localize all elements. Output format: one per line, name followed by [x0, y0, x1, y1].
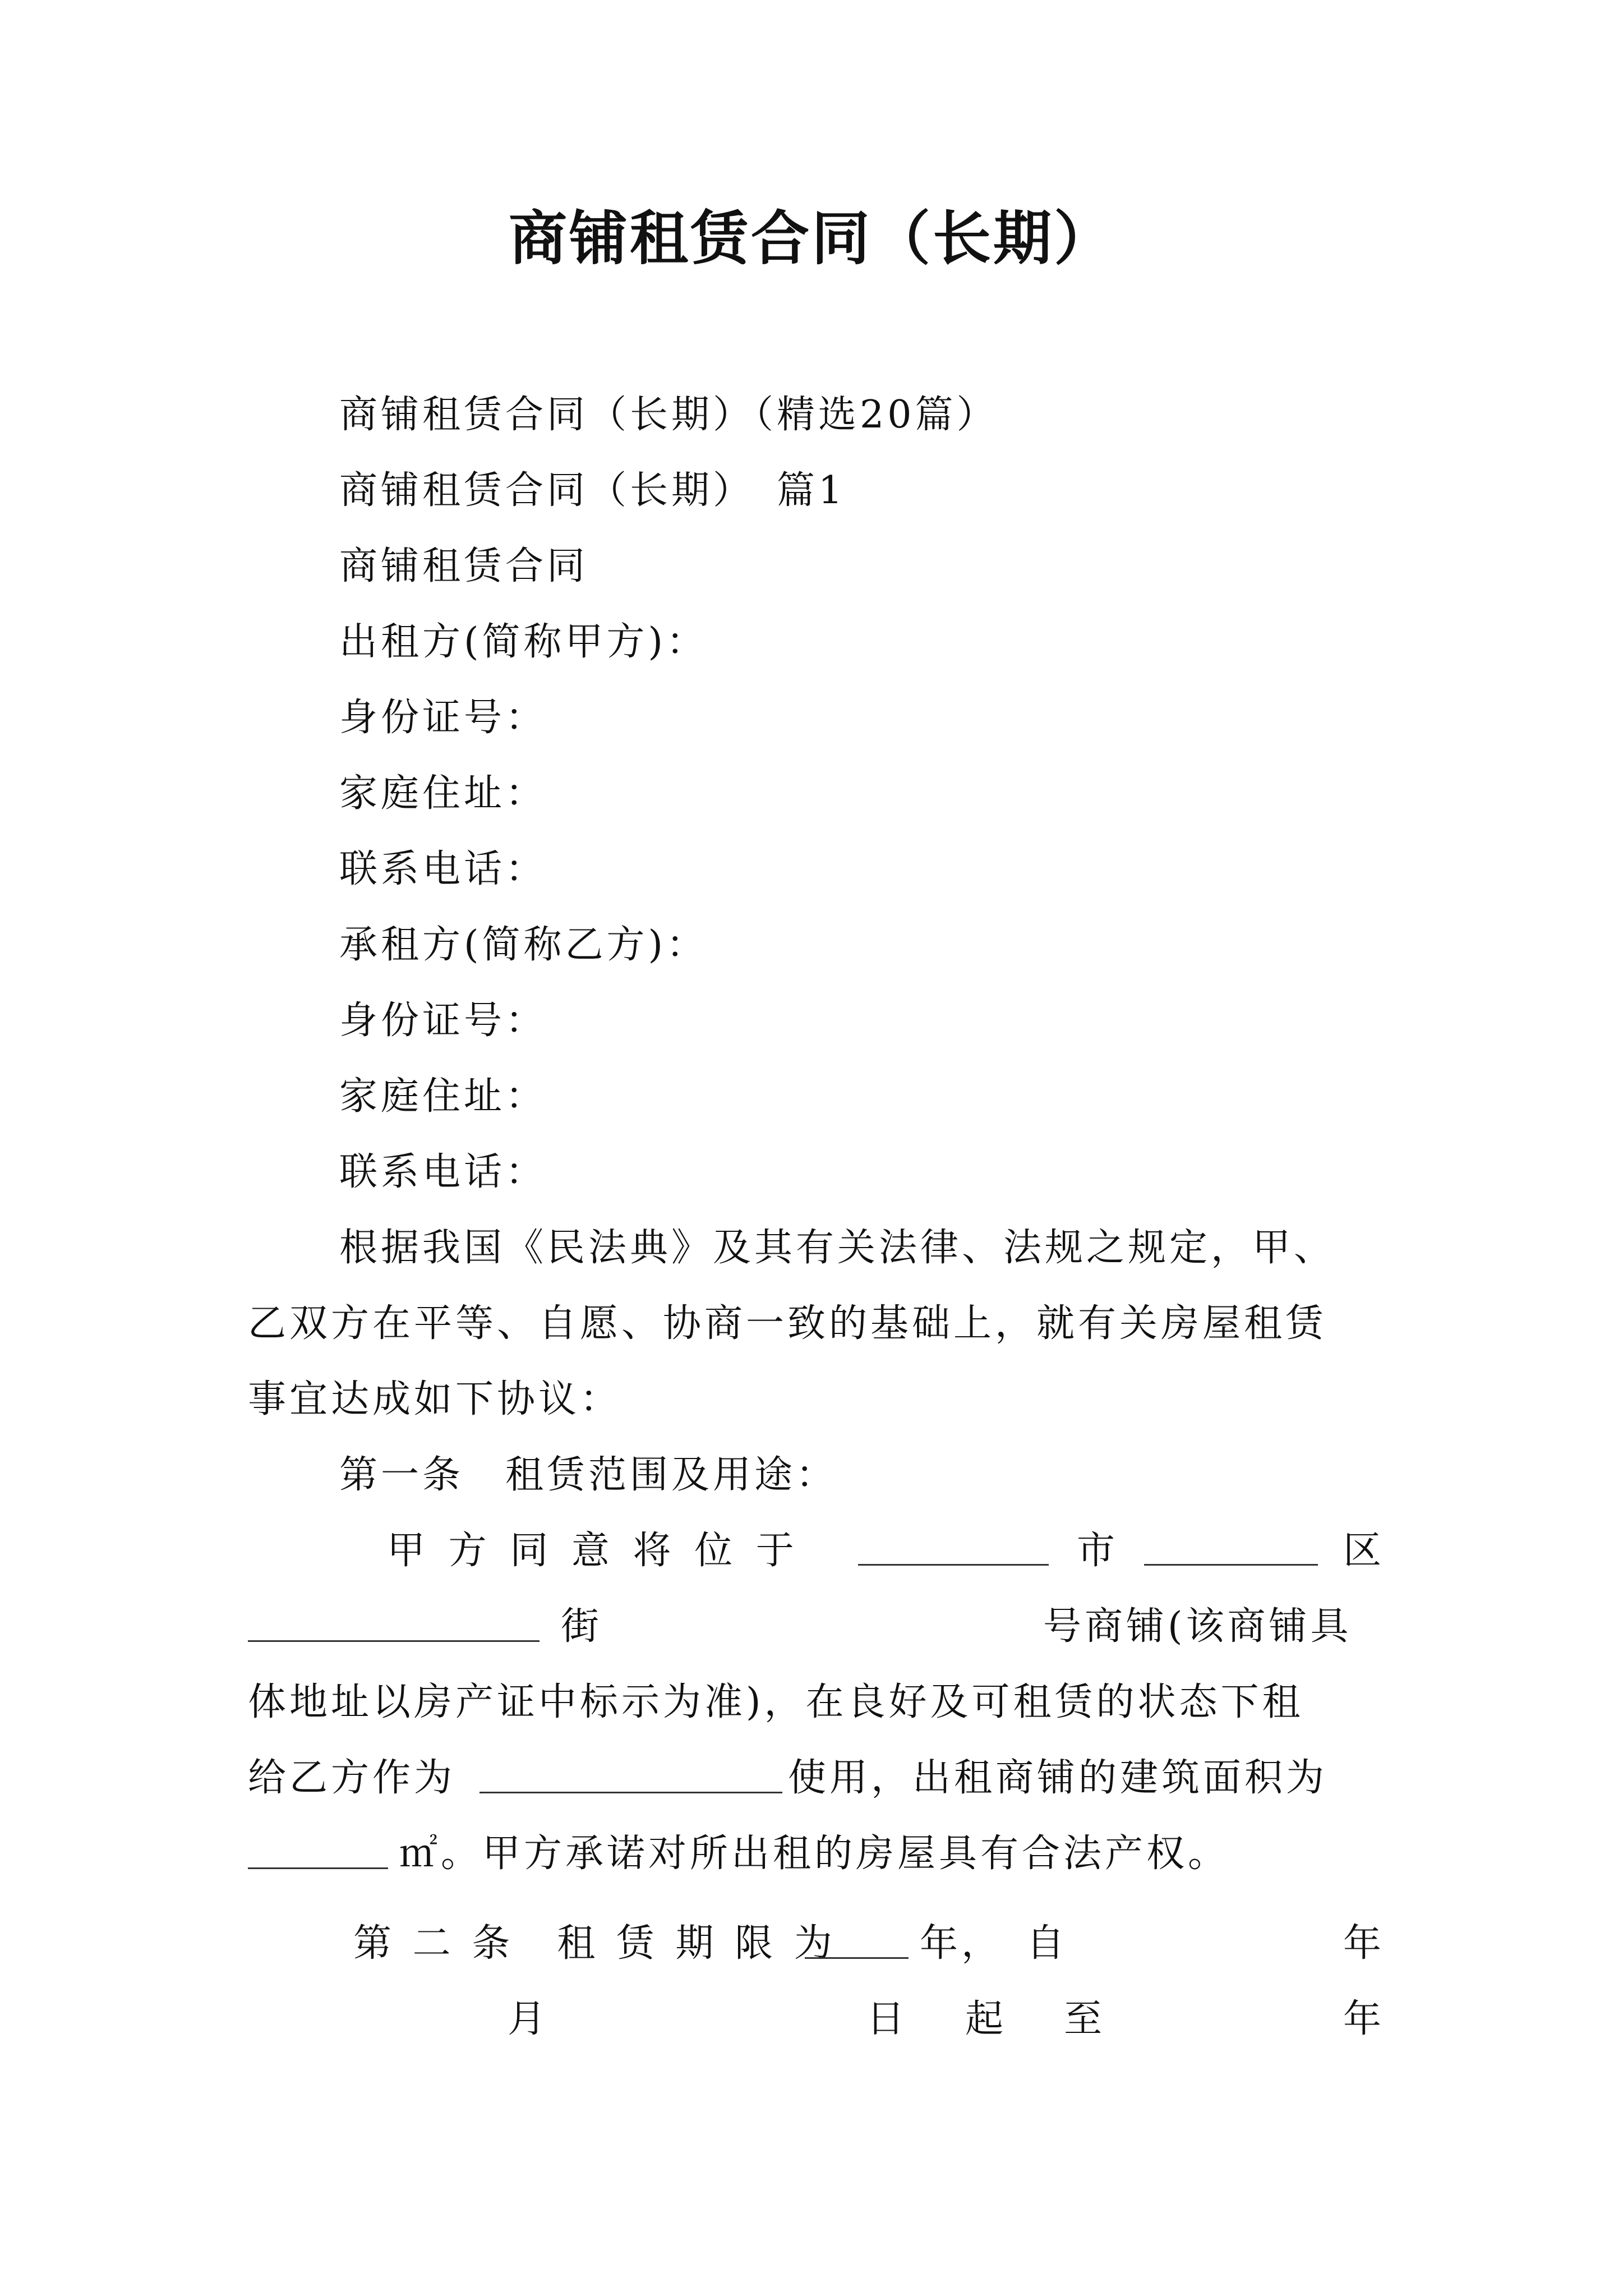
article-2-term-text: 第 二 条 租 赁 期 限 为: [353, 1921, 837, 1966]
city-blank: [858, 1529, 1049, 1566]
street-label: 街: [561, 1604, 603, 1649]
district-blank: [1144, 1529, 1318, 1566]
document-title: 商铺租赁合同（长期）: [508, 204, 1114, 273]
lessor-label: 出租方(简称甲方)：: [339, 620, 708, 664]
usage-blank: [479, 1757, 782, 1793]
city-label: 市: [1077, 1529, 1119, 1573]
term-year-label: 年，: [920, 1921, 1003, 1966]
start-month-label: 月: [508, 1997, 550, 2041]
area-unit-text: ㎡。甲方承诺对所出租的房屋具有合法产权。: [399, 1832, 1230, 1876]
lessee-id-label: 身份证号：: [339, 999, 547, 1043]
article-1-location-text: 甲 方 同 意 将 位 于: [387, 1529, 800, 1573]
subtitle: 商铺租赁合同（长期）（精选20篇）: [339, 393, 998, 437]
lessor-id-label: 身份证号：: [339, 696, 547, 740]
preamble-line-1: 根据我国《民法典》及其有关法律、法规之规定，甲、: [339, 1226, 1336, 1270]
area-label: 使用，出租商铺的建筑面积为: [788, 1756, 1328, 1800]
start-year-label: 年: [1343, 1921, 1385, 1966]
from-label: 自: [1026, 1921, 1068, 1966]
day-from-to-label: 日 起 至: [866, 1997, 1114, 2041]
shop-number-text: 号商铺(该商铺具: [1043, 1604, 1352, 1649]
usage-label: 给乙方作为: [248, 1756, 456, 1800]
street-blank: [248, 1605, 540, 1642]
area-blank: [248, 1833, 388, 1869]
lessee-address-label: 家庭住址：: [339, 1074, 547, 1119]
lessor-phone-label: 联系电话：: [339, 847, 547, 891]
lessee-label: 承租方(简称乙方)：: [339, 923, 708, 967]
end-year-label: 年: [1343, 1997, 1385, 2041]
lessor-address-label: 家庭住址：: [339, 771, 547, 816]
contract-heading: 商铺租赁合同: [339, 544, 589, 588]
term-years-blank: [805, 1922, 909, 1959]
part-heading: 商铺租赁合同（长期） 篇1: [339, 468, 846, 513]
preamble-line-2: 乙双方在平等、自愿、协商一致的基础上，就有关房屋租赁: [248, 1301, 1327, 1346]
article-1-heading: 第一条 租赁范围及用途：: [339, 1453, 838, 1497]
preamble-line-3: 事宜达成如下协议：: [248, 1377, 622, 1421]
article-1-line-c: 体地址以房产证中标示为准)，在良好及可租赁的状态下租: [248, 1680, 1304, 1724]
lessee-phone-label: 联系电话：: [339, 1150, 547, 1194]
district-label: 区: [1343, 1529, 1385, 1573]
